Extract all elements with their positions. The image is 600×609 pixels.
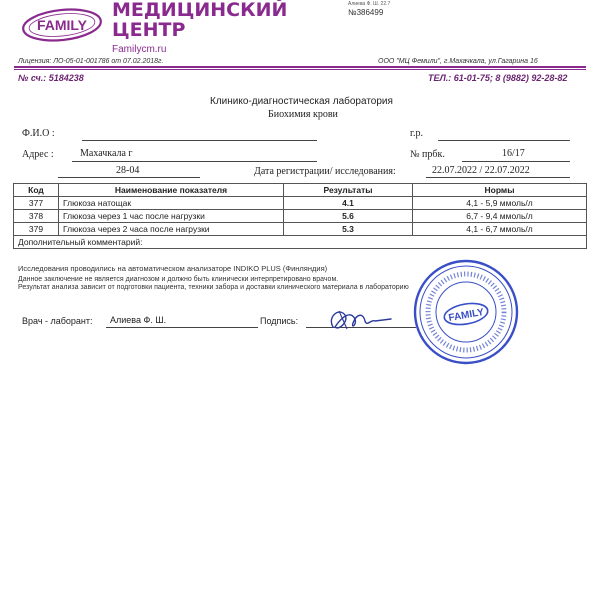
clinic-title xyxy=(112,0,287,40)
row-result: 5.3 xyxy=(284,223,413,236)
doctor-name: Алиева Ф. Ш. xyxy=(110,315,167,325)
table-row xyxy=(14,223,587,236)
dates-value: 22.07.2022 / 22.07.2022 xyxy=(432,165,530,176)
header-order-number: №386499 xyxy=(348,8,384,17)
clinic-title-line1: МЕДИЦИНСКИЙ xyxy=(112,0,288,21)
row-result: 4.1 xyxy=(284,197,413,210)
row-norm: 4,1 - 6,7 ммоль/л xyxy=(413,223,587,236)
patient-name-line xyxy=(82,140,317,141)
row-name: Глюкоза натощак xyxy=(59,197,284,210)
stamp-text: FAMILY xyxy=(447,306,485,324)
col-norm-header: Нормы xyxy=(413,184,587,197)
family-logo xyxy=(20,6,104,44)
sample-number-value: 16/17 xyxy=(502,148,525,159)
clinic-stamp xyxy=(412,258,520,366)
row-result: 5.6 xyxy=(284,210,413,223)
comment-row xyxy=(14,236,587,249)
header-divider xyxy=(14,66,586,68)
birth-year-line xyxy=(438,140,570,141)
code-line xyxy=(58,177,200,178)
lab-name: Клинико-диагностическая лаборатория xyxy=(210,96,393,107)
comment-label: Дополнительный комментарий: xyxy=(14,236,587,249)
doctor-label: Врач - лаборант: xyxy=(22,316,93,326)
signature-label: Подпись: xyxy=(260,316,299,326)
phone-numbers: ТЕЛ.: 61-01-75; 8 (9882) 92-28-82 xyxy=(428,73,568,83)
organization-address: ООО "МЦ Фемили", г.Махачкала, ул.Гагарина 16 xyxy=(378,58,538,65)
row-norm: 4,1 - 5,9 ммоль/л xyxy=(413,197,587,210)
row-name: Глюкоза через 1 час после нагрузки xyxy=(59,210,284,223)
col-code-header: Код xyxy=(14,184,59,197)
address-line xyxy=(72,161,317,162)
header-divider-thin xyxy=(14,69,586,70)
analyzer-note: Исследования проводились на автоматическом анализаторе INDIKO PLUS (Финляндия) xyxy=(18,264,328,273)
logo-text: FAMILY xyxy=(36,17,88,33)
dates-label: Дата регистрации/ исследования: xyxy=(254,166,396,177)
invoice-number: № сч.: 5184238 xyxy=(18,73,84,83)
row-name: Глюкоза через 2 часа после нагрузки xyxy=(59,223,284,236)
col-result-header: Результаты xyxy=(284,184,413,197)
row-norm: 6,7 - 9,4 ммоль/л xyxy=(413,210,587,223)
clinic-website: Familycm.ru xyxy=(112,44,167,55)
address-value: Махачкала г xyxy=(80,148,133,159)
clinic-title-line2: ЦЕНТР xyxy=(112,19,186,41)
row-code: 379 xyxy=(14,223,59,236)
dates-line xyxy=(426,177,570,178)
row-code: 378 xyxy=(14,210,59,223)
disclaimer-note: Данное заключение не является диагнозом и должно быть клинически интерпретировано врачом. xyxy=(18,276,339,283)
address-label: Адрес : xyxy=(22,149,54,160)
code-value: 28-04 xyxy=(116,165,140,176)
quality-note: Результат анализа зависит от подготовки пациента, техники забора и доставки клинического материала в лабораторию xyxy=(18,284,409,291)
col-name-header: Наименование показателя xyxy=(59,184,284,197)
header-operator-stamp: Алиева Ф. Ш. 22.7 xyxy=(348,1,391,7)
results-table xyxy=(13,183,587,249)
doctor-line xyxy=(106,327,258,328)
table-row xyxy=(14,197,587,210)
patient-name-label: Ф.И.О : xyxy=(22,128,55,139)
table-row xyxy=(14,210,587,223)
department-name: Биохимия крови xyxy=(268,109,338,120)
license-text: Лицензия: ЛО-05-01-001786 от 07.02.2018г. xyxy=(18,58,164,65)
birth-year-label: г.р. xyxy=(410,128,423,139)
table-header-row xyxy=(14,184,587,197)
sample-number-line xyxy=(462,161,570,162)
row-code: 377 xyxy=(14,197,59,210)
sample-number-label: № прбк. xyxy=(410,149,445,160)
doctor-signature xyxy=(325,305,395,337)
